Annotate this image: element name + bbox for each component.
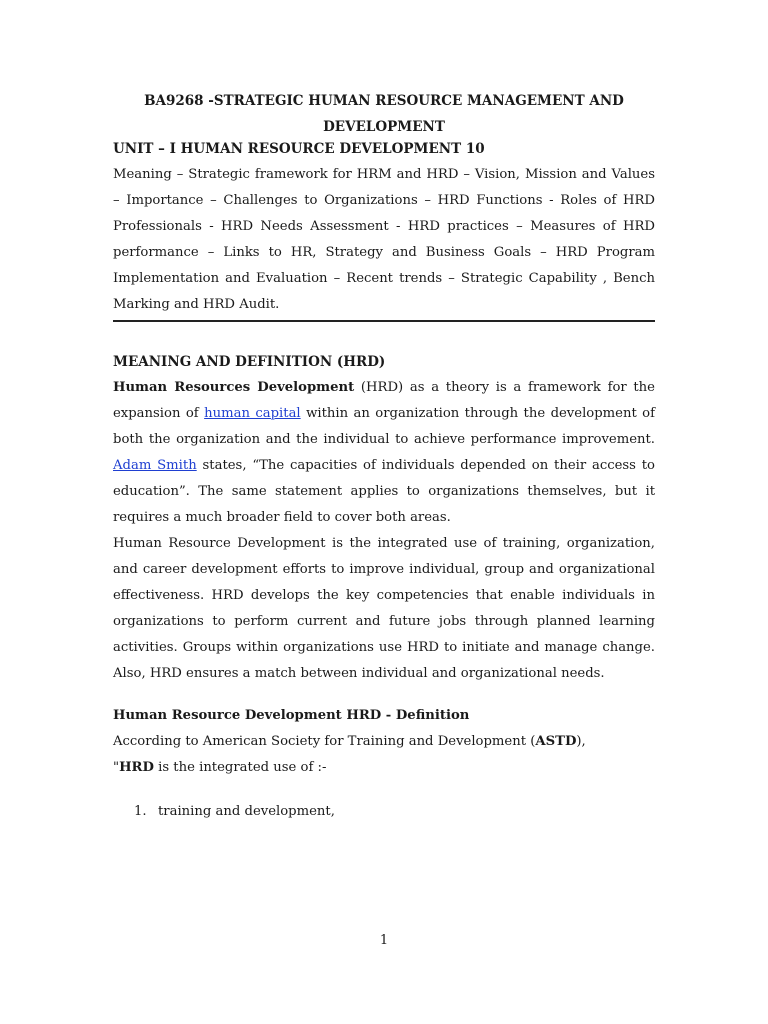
para1-text-c: states, “The capacities of individuals depended on their access to education”. The same statement applies to organizations themselves, but it requires a much broader field to cover both areas. [113, 458, 655, 525]
list-number: 1. [134, 804, 147, 819]
astd-suffix: ), [576, 734, 586, 749]
document-page [113, 88, 655, 825]
paragraph-hrd-theory [113, 375, 655, 531]
page-number: 1 [379, 933, 389, 948]
hrd-use-list [113, 799, 655, 825]
para1-text-a: (HRD) as a theory is a framework for the expansion of [113, 380, 655, 421]
human-capital-link[interactable]: human capital [204, 406, 301, 421]
adam-smith-link[interactable]: Adam Smith [113, 458, 197, 473]
title-line-2: DEVELOPMENT [323, 119, 445, 135]
list-item [113, 799, 655, 825]
paragraph-hrd-integrated-use: Human Resource Development is the integrated use of training, organization, and career development efforts to improve individual, group and organizational effectiveness. HRD develops the key competencies that enable individuals in organizations to perform current and future jobs through planned learning activities. Groups within organizations use HRD to initiate and manage change. Also, HRD ensures a match between individual and organizational needs. [113, 536, 655, 681]
bold-lead: Human Resources Development [113, 380, 355, 395]
hrd-bold: HRD [119, 760, 154, 775]
section-heading: MEANING AND DEFINITION (HRD) [113, 354, 386, 370]
astd-line [113, 729, 655, 755]
astd-prefix: According to American Society for Training and Development ( [113, 734, 536, 749]
definition-heading: Human Resource Development HRD - Definition [113, 708, 470, 723]
unit-heading: UNIT – I HUMAN RESOURCE DEVELOPMENT 10 [113, 141, 485, 157]
astd-abbr: ASTD [535, 734, 577, 749]
document-title [113, 88, 655, 140]
list-item-text: training and development, [158, 804, 335, 819]
title-line-1: BA9268 -STRATEGIC HUMAN RESOURCE MANAGEMENT AND [144, 93, 624, 109]
para1-text-b: within an organization through the development of both the organization and the individual to achieve performance improvement. [113, 406, 655, 447]
hrd-suffix: is the integrated use of :- [153, 760, 327, 775]
unit-summary: Meaning – Strategic framework for HRM and HRD – Vision, Mission and Values – Importance – Challenges to Organizations – HRD Functions - Roles of HRD Professionals - HRD Needs Assessment - HRD practices – Measures of HRD performance – Links to HR, Strategy and Business Goals – HRD Program Implementation and Evaluation – Recent trends – Strategic Capability , Bench Marking and HRD Audit. [113, 162, 655, 322]
hrd-prefix: " [113, 760, 120, 775]
hrd-definition-line [113, 755, 655, 781]
